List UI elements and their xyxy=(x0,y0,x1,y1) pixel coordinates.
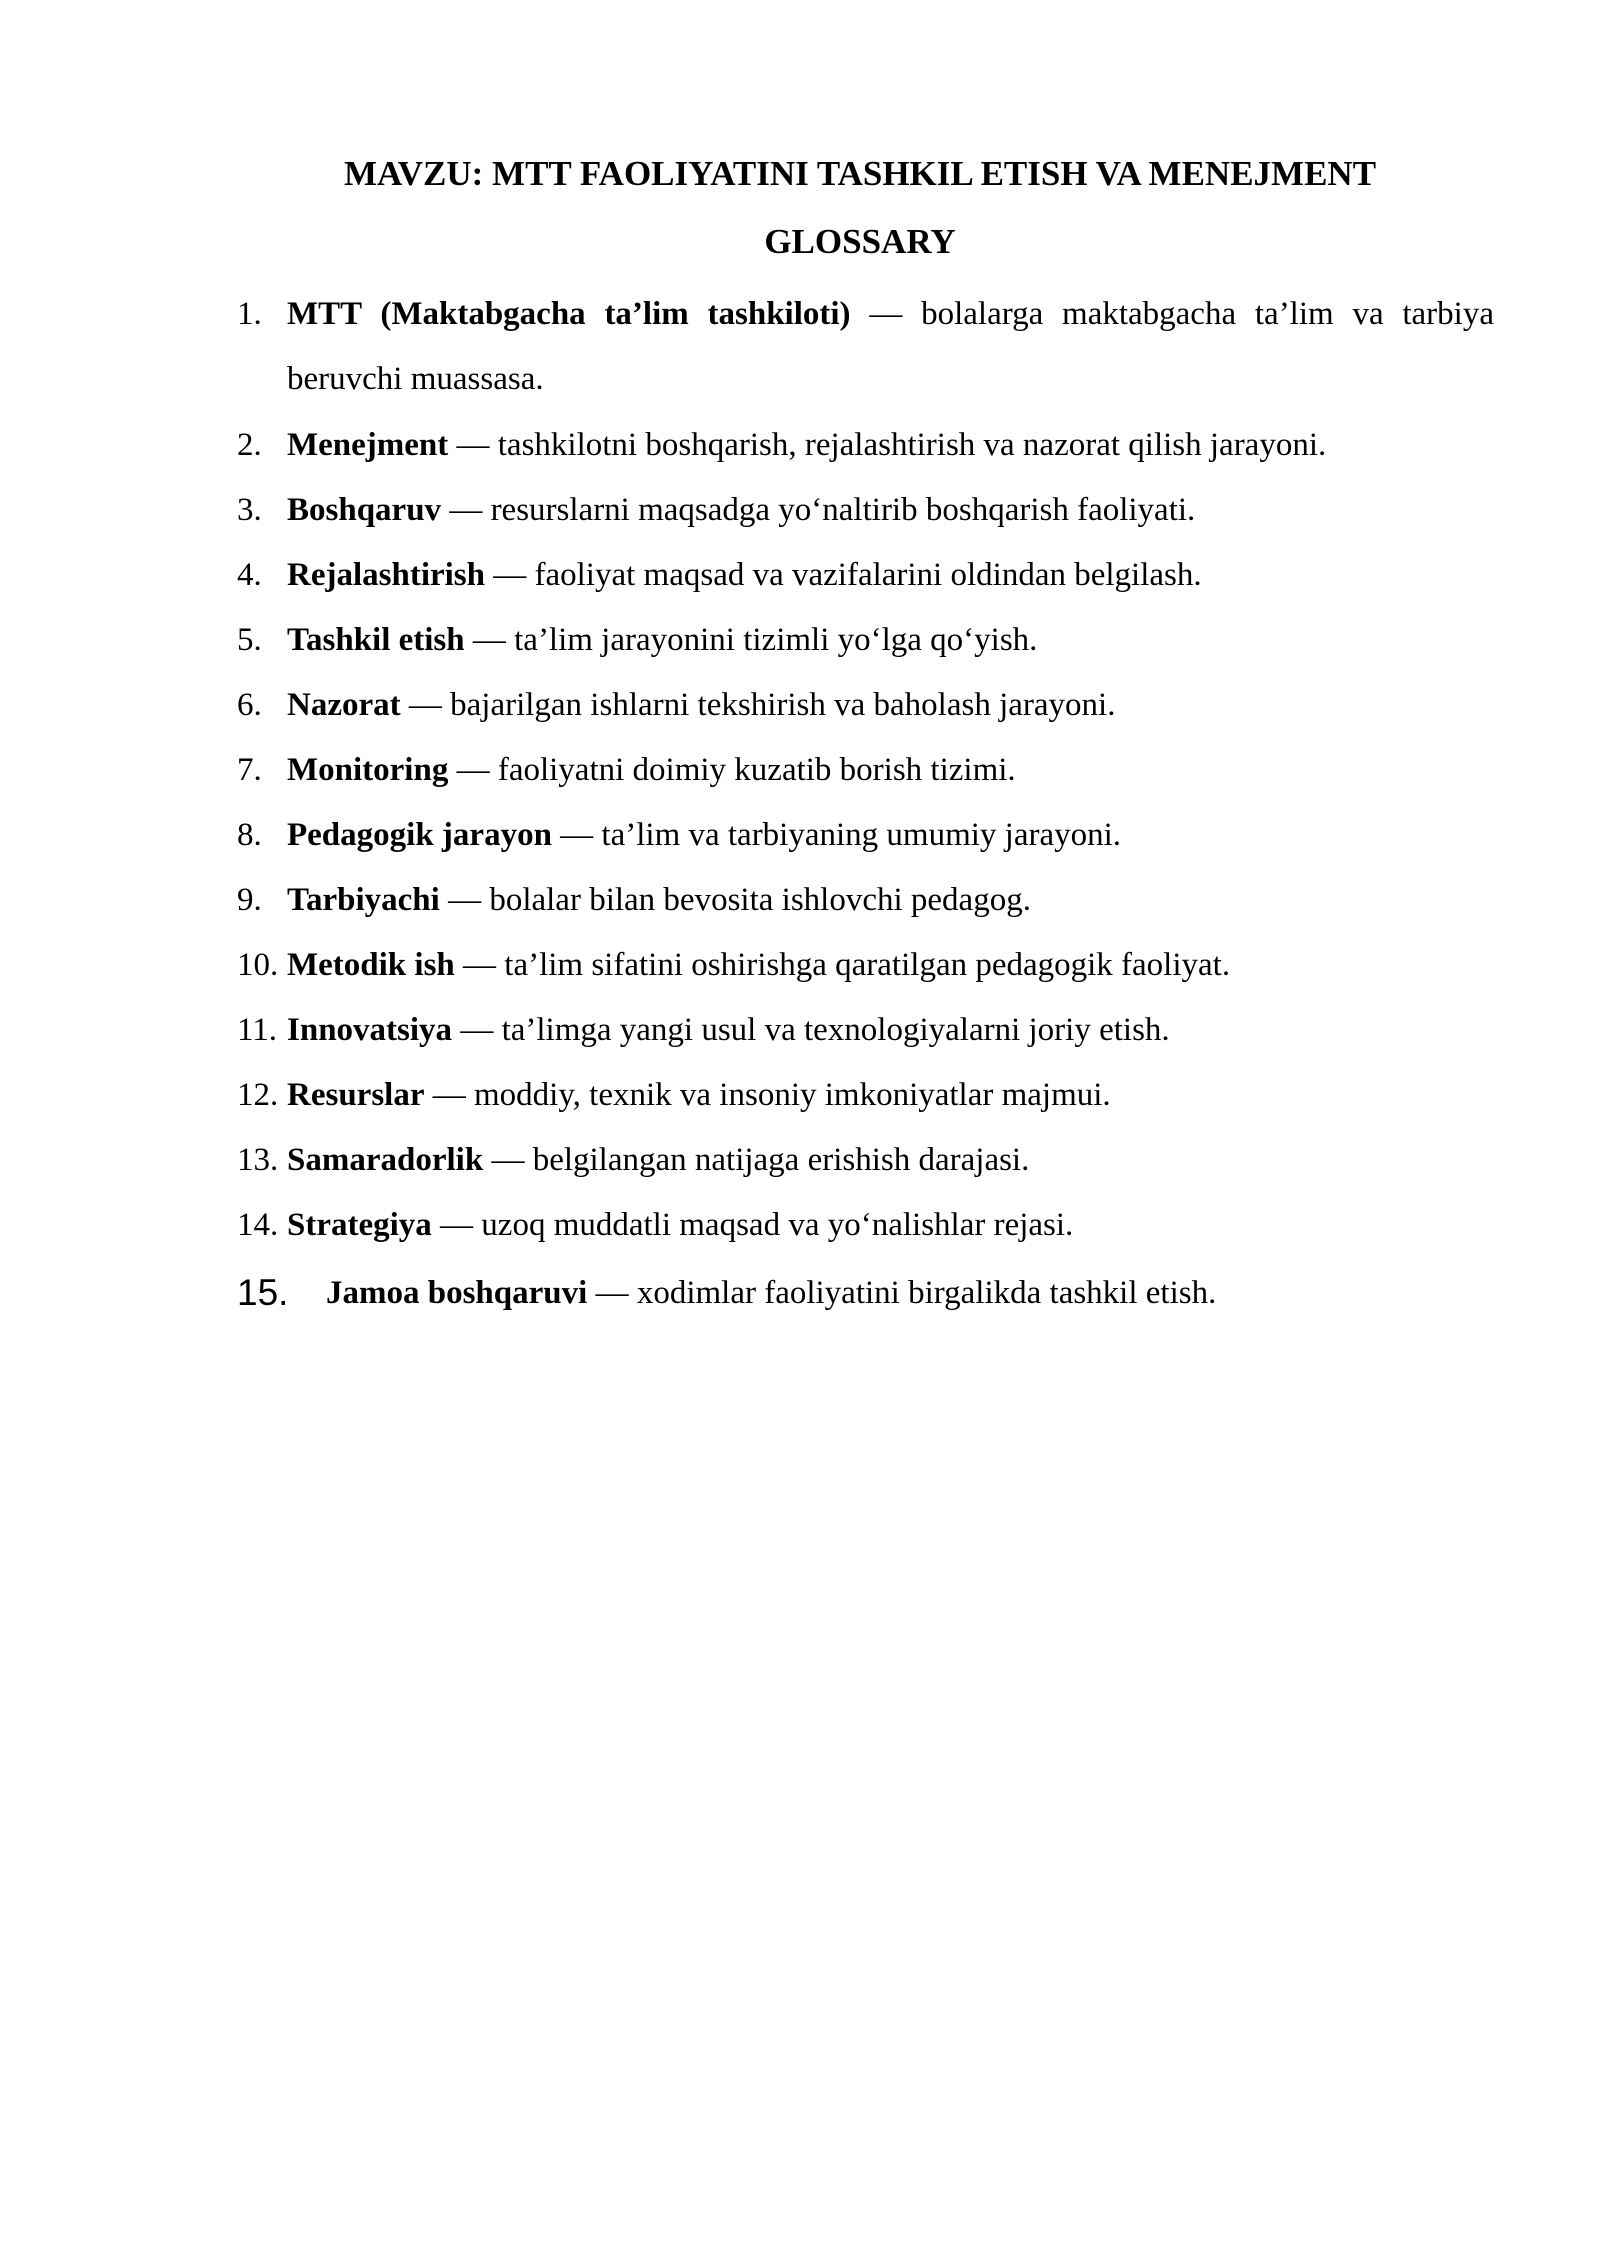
item-number: 6. xyxy=(237,687,262,723)
item-text xyxy=(287,1140,1494,1180)
item-term: Strategiya xyxy=(287,1207,432,1243)
item-number: 2. xyxy=(237,427,262,463)
item-term: Pedagogik jarayon xyxy=(287,817,552,853)
item-definition: — belgilangan natijaga erishish darajasi. xyxy=(483,1142,1030,1178)
item-definition: — bajarilgan ishlarni tekshirish va baholash jarayoni. xyxy=(400,687,1116,723)
item-text xyxy=(326,1273,1494,1313)
document-subtitle: GLOSSARY xyxy=(764,222,956,261)
item-text xyxy=(287,880,1494,920)
item-term: Nazorat xyxy=(287,687,401,723)
item-term: Innovatsiya xyxy=(287,1012,453,1048)
item-definition: — ta’lim va tarbiyaning umumiy jarayoni. xyxy=(551,817,1122,853)
item-text xyxy=(287,1010,1494,1050)
item-text xyxy=(287,425,1494,465)
item-text xyxy=(287,750,1494,790)
item-term: Tashkil etish xyxy=(287,622,465,658)
item-term: Boshqaruv xyxy=(287,492,442,528)
item-number: 8. xyxy=(237,817,262,853)
item-number: 5. xyxy=(237,622,262,658)
item-definition: — xodimlar faoliyatini birgalikda tashkil etish. xyxy=(587,1275,1217,1311)
item-number: 9. xyxy=(237,882,262,918)
item-definition: — faoliyatni doimiy kuzatib borish tizimi. xyxy=(448,752,1016,788)
item-number: 13. xyxy=(237,1142,279,1178)
item-text xyxy=(287,945,1494,985)
item-definition: — ta’lim jarayonini tizimli yo‘lga qo‘yish. xyxy=(464,622,1038,658)
item-definition: — ta’limga yangi usul va texnologiyalarni joriy etish. xyxy=(452,1012,1170,1048)
item-text xyxy=(287,282,1494,412)
item-term: Monitoring xyxy=(287,752,449,788)
item-text xyxy=(287,685,1494,725)
item-definition: — bolalarga maktabgacha ta’lim va tarbiya beruvchi muassasa. xyxy=(287,296,1494,397)
item-term: Tarbiyachi xyxy=(287,882,440,918)
item-number: 12. xyxy=(237,1077,279,1113)
item-number: 4. xyxy=(237,557,262,593)
item-definition: — uzoq muddatli maqsad va yo‘nalishlar rejasi. xyxy=(431,1207,1074,1243)
item-definition: — tashkilotni boshqarish, rejalashtirish va nazorat qilish jarayoni. xyxy=(448,427,1327,463)
item-term: MTT (Maktabgacha ta’lim tashkiloti) xyxy=(287,296,851,332)
item-number: 1. xyxy=(237,296,262,332)
item-definition: — moddiy, texnik va insoniy imkoniyatlar majmui. xyxy=(424,1077,1111,1113)
item-term: Menejment xyxy=(287,427,449,463)
item-definition: — resurslarni maqsadga yo‘naltirib boshqarish faoliyati. xyxy=(441,492,1196,528)
item-number: 15. xyxy=(237,1272,289,1313)
item-term: Rejalashtirish xyxy=(287,557,485,593)
item-term: Metodik ish xyxy=(287,947,455,983)
item-number: 14. xyxy=(237,1207,279,1243)
item-text xyxy=(287,815,1494,855)
item-number: 7. xyxy=(237,752,262,788)
item-text xyxy=(287,555,1494,595)
item-term: Samaradorlik xyxy=(287,1142,484,1178)
item-text xyxy=(287,1075,1494,1115)
item-definition: — faoliyat maqsad va vazifalarini oldindan belgilash. xyxy=(485,557,1202,593)
item-definition: — bolalar bilan bevosita ishlovchi pedagog. xyxy=(439,882,1031,918)
item-number: 11. xyxy=(237,1012,278,1048)
item-term: Jamoa boshqaruvi xyxy=(326,1275,588,1311)
item-definition: — ta’lim sifatini oshirishga qaratilgan pedagogik faoliyat. xyxy=(454,947,1231,983)
item-text xyxy=(287,620,1494,660)
document-title: MAVZU: MTT FAOLIYATINI TASHKIL ETISH VA MENEJMENT xyxy=(343,154,1377,193)
item-number: 3. xyxy=(237,492,262,528)
item-number: 10. xyxy=(237,947,279,983)
item-text xyxy=(287,1205,1494,1245)
item-text xyxy=(287,490,1494,530)
item-term: Resurslar xyxy=(287,1077,425,1113)
